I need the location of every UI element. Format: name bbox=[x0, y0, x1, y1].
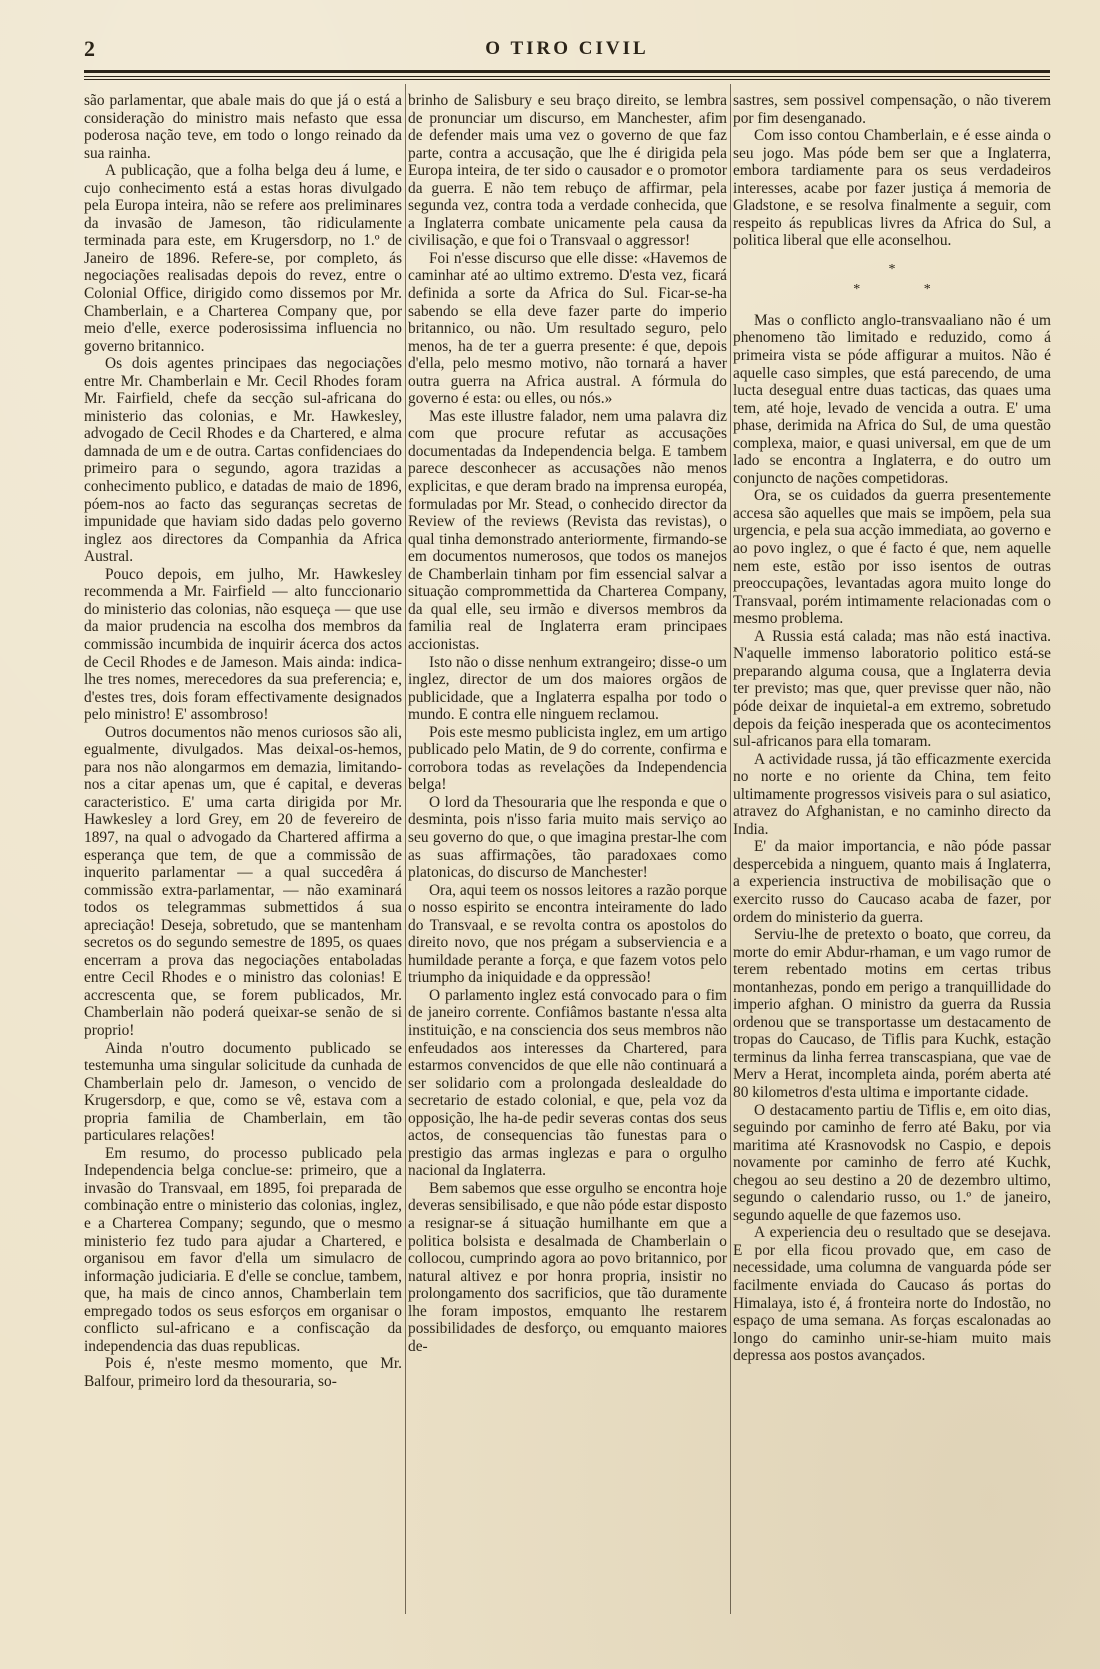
paragraph: Bem sabemos que esse orgulho se encontra hoje deveras sensibilisado, e que não póde estar disposto a resignar-se á situação humilhante em que a politica bolsista e desalmada de Chamberlain o collocou, cumprindo agora ao povo britannico, por natural altivez e por honra propria, insistir no prolongamento dos sacrificios, que tão duramente lhe foram impostos, emquanto lhe restarem possibilidades de desforço, ou emquanto maiores de- bbox=[408, 1179, 727, 1355]
paragraph: Foi n'esse discurso que elle disse: «Havemos de caminhar até ao ultimo extremo. D'esta vez, ficará definida a sorte da Africa do Sul. Ficar-se-ha sabendo se ella deve fazer parte do imperio britannico, ou não. Um resultado seguro, pelo menos, ha de ter a guerra presente: é que, depois d'ella, pelo mesmo motivo, não tornará a haver outra guerra na Africa austral. A fórmula do governo é esta: ou elles, ou nós.» bbox=[408, 249, 727, 408]
paragraph: Em resumo, do processo publicado pela Independencia belga conclue-se: primeiro, que a invasão do Transvaal, em 1895, foi preparada de combinação entre o ministerio das colonias, inglez, e a Charterea Company; segundo, que o mesmo ministerio fez tudo para ajudar a Chartered, e organisou em favor d'ella um simulacro de informação judiciaria. E d'elle se conclue, tambem, que, ha mais de cinco annos, Chamberlain tem empregado todos os seus esforços em organisar o conflicto sul-africano e a confiscação da independencia das duas republicas. bbox=[84, 1144, 402, 1355]
paragraph: Pouco depois, em julho, Mr. Hawkesley recommenda a Mr. Fairfield — alto funccionario do ministerio das colonias, não esqueça — que use da maior prudencia na escolha dos membros da commissão incumbida de inquirir ácerca dos actos de Cecil Rhodes e de Jameson. Mais ainda: indica-lhe tres nomes, merecedores da sua preferencia; e, d'estes tres, dois foram effectivamente designados pelo ministro! E' assombroso! bbox=[84, 565, 402, 724]
paragraph: Ainda n'outro documento publicado se testemunha uma singular solicitude da cunhada de Chamberlain pelo dr. Jameson, o vencido de Krugersdorp, e que, como se vê, estava com a propria familia de Chamberlain, em tão particulares relações! bbox=[84, 1039, 402, 1145]
paragraph: Pois este mesmo publicista inglez, em um artigo publicado pelo Matin, de 9 do corrente, confirma e corrobora todas as revelações da Independencia belga! bbox=[408, 723, 727, 794]
asterism-line-2: * * bbox=[853, 281, 961, 297]
paragraph: O parlamento inglez está convocado para o fim de janeiro corrente. Confiâmos bastante n'essa alta instituição, e na consciencia dos seus membros não enfeudados aos interesses da Chartered, para estarmos convencidos de que elle não continuará a ser solidario com a prolongada deslealdade do secretario de estado colonial, e que, pela voz da opposição, lhe ha-de pedir severas contas dos seus actos, de consequencias tão funestas para o prestigio das armas inglezas e para o orgulho nacional da Inglaterra. bbox=[408, 986, 727, 1180]
paragraph: O destacamento partiu de Tiflis e, em oito dias, seguindo por caminho de ferro até Baku, por via maritima até Krasnovodsk no Caspio, e depois novamente por caminho de ferro até Kuchk, chegou ao seu destino a 20 de dezembro ultimo, segundo o calendario russo, ou 1.º de janeiro, segundo aquelle de que fazemos uso. bbox=[733, 1101, 1051, 1224]
header-rule-thin bbox=[84, 76, 1050, 77]
column-1 bbox=[84, 92, 402, 1612]
paragraph: Pois é, n'este mesmo momento, que Mr. Balfour, primeiro lord da thesouraria, so- bbox=[84, 1355, 402, 1390]
paragraph: brinho de Salisbury e seu braço direito, se lembra de pronunciar um discurso, em Manchester, afim de defender mais uma vez o governo de que faz parte, contra a accusação, que lhe é dirigida pela Europa inteira, de ter sido o causador e o promotor da guerra. E não tem rebuço de affirmar, pela segunda vez, contra toda a verdade conhecida, que a Inglaterra combate unicamente pela causa da civilisação, e que foi o Transvaal o aggressor! bbox=[408, 92, 727, 250]
paragraph: E' da maior importancia, e não póde passar despercebida a ninguem, quanto mais á Inglaterra, a experiencia instructiva de mobilisação que o exercito russo do Caucaso acaba de fazer, por ordem do ministerio da guerra. bbox=[733, 838, 1051, 926]
paragraph: Outros documentos não menos curiosos são ali, egualmente, divulgados. Mas deixal-os-hemos, para nos não alongarmos em demazia, limitando-nos a citar apenas um, que é capital, e deveras caracteristico. E' uma carta dirigida por Mr. Hawkesley a lord Grey, em 20 de fevereiro de 1897, na qual o advogado da Chartered affirma a esperança que tem, de que a commissão de inquerito parlamentar — a qual succedêra á commissão extra-parlamentar, — não examinará todos os telegrammas submettidos á sua apreciação! Deseja, sobretudo, que se mantenham secretos os do segundo semestre de 1895, os quaes encerram a prova das negociações entaboladas entre Cecil Rhodes e o ministro das colonias! E accrescenta que, se forem publicados, Mr. Chamberlain não poderá queixar-se senão de si proprio! bbox=[84, 723, 402, 1039]
newspaper-title: O TIRO CIVIL bbox=[485, 38, 649, 59]
column-divider-2 bbox=[730, 84, 731, 1614]
column-2 bbox=[408, 92, 727, 1612]
paragraph: são parlamentar, que abale mais do que já o está a consideração do ministro mais nefasto que essa poderosa nação teve, em todo o longo reinado da sua rainha. bbox=[84, 92, 402, 162]
header-rule-thin-2 bbox=[84, 79, 1050, 80]
paragraph: A Russia está calada; mas não está inactiva. N'aquelle immenso laboratorio politico está-se preparando alguma cousa, que a Inglaterra devia ter previsto; mas que, quer previsse quer não, não póde deixar de inquietal-a em extremo, sobretudo depois da feição inesperada que os acontecimentos sul-africanos para ella tomaram. bbox=[733, 627, 1051, 751]
paragraph: A actividade russa, já tão efficazmente exercida no norte e no oriente da China, tem feito ultimamente progressos visiveis para o sul asiatico, atravez do Afghanistan, e no caminho directo da India. bbox=[733, 750, 1051, 838]
paragraph: O lord da Thesouraria que lhe responda e que o desminta, pois n'isso faria muito mais serviço ao seu governo do que, o que imagina prestar-lhe com as suas affirmações, tão paradoxaes como platonicas, do discurso de Manchester! bbox=[408, 793, 727, 882]
page-number: 2 bbox=[84, 36, 96, 61]
paragraph: Com isso contou Chamberlain, e é esse ainda o seu jogo. Mas póde bem ser que a Inglaterra, embora tardiamente para os seus verdadeiros interesses, acabe por fazer justiça á memoria de Gladstone, e se resolva finalmente a seguir, com respeito ás republicas livres da Africa do Sul, a politica liberal que elle aconselhou. bbox=[733, 127, 1051, 250]
page-header bbox=[84, 36, 1050, 66]
header-rule-thick bbox=[84, 70, 1050, 73]
paragraph: Mas este illustre falador, nem uma palavra diz com que procure refutar as accusações documentadas da Independencia belga. E tambem parece desconhecer as accusações não menos explicitas, e que deram brado na imprensa européa, formuladas por Mr. Stead, o conhecido director da Review of the reviews (Revista das revistas), o qual tinha demonstrado anteriormente, firmando-se em documentos numerosos, que todos os manejos de Chamberlain tinham por fim essencial salvar a situação comprommettida da Charterea Company, da qual elle, seu irmão e diversos membros da familia real de Inglaterra eram principaes accionistas. bbox=[408, 407, 727, 653]
paragraph: Os dois agentes principaes das negociações entre Mr. Chamberlain e Mr. Cecil Rhodes foram Mr. Fairfield, chefe da secção sul-africana do ministerio das colonias, e Mr. Hawkesley, advogado de Cecil Rhodes e da Chartered, e alma damnada de um e de outra. Cartas confidenciaes do primeiro para o segundo, agora trazidas a conhecimento publico, e datadas de maio de 1896, póem-nos ao facto das seguranças secretas de impunidade que haviam sido dadas pelo governo inglez aos directores da Companhia da Africa Austral. bbox=[84, 355, 402, 566]
column-divider-1 bbox=[405, 84, 406, 1614]
paragraph: Mas o conflicto anglo-transvaaliano não é um phenomeno tão limitado e reduzido, como á primeira vista se póde affigurar a muitos. Não é aquelle caso simples, que está parecendo, de uma lucta desegual entre duas tacticas, das quaes uma tem, até hoje, levado de vencida a outra. E' uma phase, derimida na Africa do Sul, de uma questão complexa, maior, e quasi universal, em que de um lado se encontra a Inglaterra, e do outro um conjuncto de nações competidoras. bbox=[733, 311, 1051, 487]
paragraph: sastres, sem possivel compensação, o não tiverem por fim desenganado. bbox=[733, 92, 1051, 127]
paragraph: Ora, se os cuidados da guerra presentemente accesa são aquelles que mais se impõem, pela sua urgencia, e pela sua acção immediata, ao governo e ao povo inglez, o que é facto é que, nem aquelle nem este, estão por isso isentos de outras preoccupações, levantadas agora muito longe do Transvaal, porém intimamente relacionadas com o mesmo problema. bbox=[733, 487, 1051, 628]
column-3 bbox=[733, 92, 1051, 1612]
paragraph: Ora, aqui teem os nossos leitores a razão porque o nosso espirito se encontra inteiramente do lado do Transvaal, e se revolta contra os apostolos do direito novo, que nos prégam a subserviencia e a humildade perante a força, e que fazem votos pelo triumpho da iniquidade e da oppressão! bbox=[408, 881, 727, 987]
section-asterism bbox=[733, 260, 1051, 300]
paragraph: Isto não o disse nenhum extrangeiro; disse-o um inglez, director de um dos maiores orgãos de publicidade, que a Inglaterra espalha por todo o mundo. E contra elle ninguem reclamou. bbox=[408, 653, 727, 724]
paragraph: A experiencia deu o resultado que se desejava. E por ella ficou provado que, em caso de necessidade, uma columna de vanguarda póde ser facilmente enviada do Caucaso ás portas do Himalaya, isto é, á fronteira norte do Indostão, no espaço de uma semana. As forças escalonadas ao longo do caminho unir-se-hiam muito mais depressa aos postos avançados. bbox=[733, 1224, 1051, 1365]
paragraph: Serviu-lhe de pretexto o boato, que correu, da morte do emir Abdur-rhaman, e um vago rumor de terem rebentado motins em certas tribus montanhezas, pondo em perigo a tranquillidade do imperio afghan. O ministro da guerra da Russia ordenou que se transportasse um destacamento de tropas do Caucaso, de Tiflis para Kuchk, estação terminus da linha ferrea transcaspiana, que vae de Merv a Herat, incompleta ainda, porém aberta até 80 kilometros d'esta ultima e importante cidade. bbox=[733, 926, 1051, 1101]
asterism-line-1: * bbox=[888, 261, 896, 277]
paragraph: A publicação, que a folha belga deu á lume, e cujo conhecimento está a estas horas divulgado pela Europa inteira, não se refere aos preliminares da invasão de Jameson, tão ridiculamente terminada para este, em Krugersdorp, no 1.º de Janeiro de 1896. Refere-se, por completo, ás negociações realisadas depois do revez, entre o Colonial Office, dirigido como dissemos por Mr. Chamberlain, e a Charterea Company que, por meio d'elle, exerce poderosissima influencia no governo britannico. bbox=[84, 162, 402, 355]
